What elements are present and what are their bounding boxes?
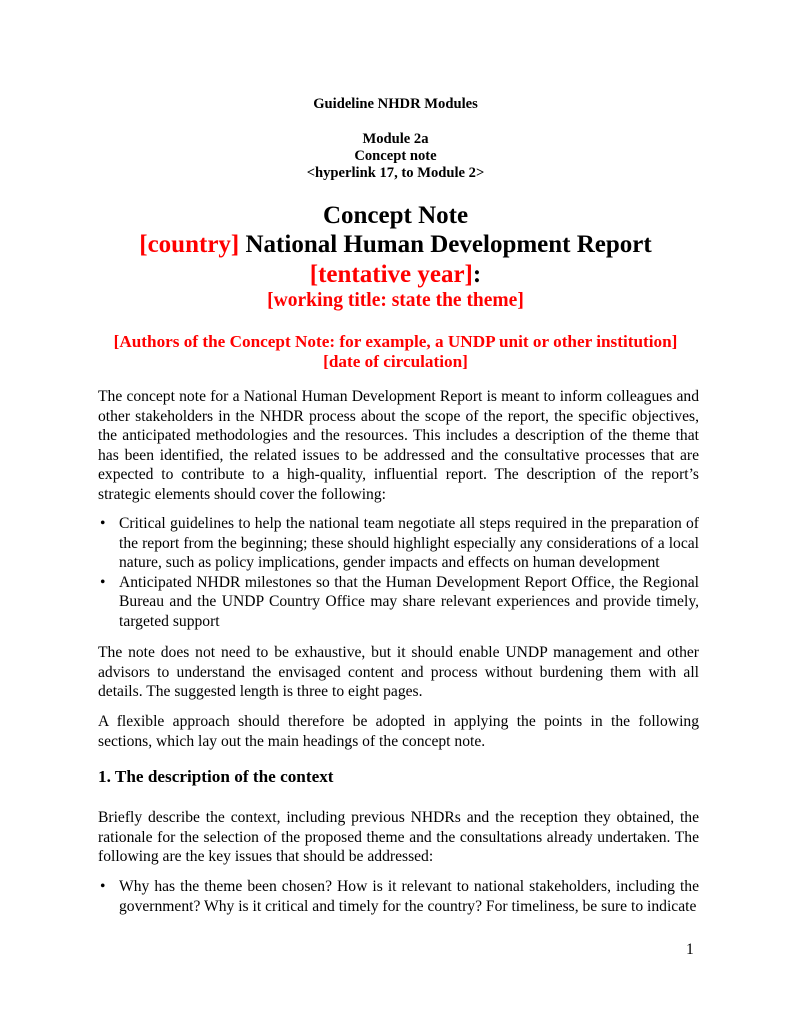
context-paragraph: Briefly describe the context, including previous NHDRs and the reception they obtained, the rationale for the selection of the proposed theme and the consultations already undertaken. The following are the key issues that should be addressed:: [98, 809, 699, 866]
scope-paragraph: The note does not need to be exhaustive, but it should enable UNDP management and other advisors to understand the envisaged content and process without burdening them with all details. The suggested length is three to eight pages.: [98, 644, 699, 701]
date-placeholder: [date of circulation]: [323, 352, 468, 371]
bullet-icon: •: [100, 878, 106, 895]
country-placeholder: [country]: [139, 231, 240, 258]
year-placeholder: [tentative year]: [309, 261, 473, 288]
approach-paragraph: A flexible approach should therefore be adopted in applying the points in the following sections, which lay out the main headings of the concept note.: [98, 713, 699, 750]
key-issues-list: [98, 877, 699, 916]
year-suffix: :: [472, 261, 482, 288]
authors-placeholder: [Authors of the Concept Note: for example, a UNDP unit or other institution]: [113, 332, 678, 351]
doc-title: Concept Note: [322, 202, 469, 229]
module-subtitle: Concept note: [354, 148, 437, 164]
guideline-header: Guideline NHDR Modules: [313, 96, 478, 112]
intro-paragraph: The concept note for a National Human Development Report is meant to inform colleagues and other stakeholders in the NHDR process about the scope of the report, the specific objectives, the anticipated methodologies and the resources. This includes a description of the theme that has been identified, the related issues to be addressed and the consultative processes that are expected to contribute to a high-quality, influential report. The description of the report’s strategic elements should cover the following:: [98, 388, 699, 503]
bullet-icon: •: [100, 573, 106, 591]
list-item: • Critical guidelines to help the national team negotiate all steps required in the preparation of the report from the beginning; these should highlight especially any considerations of a local nature, such as policy implications, gender impacts and effects on human development: [100, 515, 699, 572]
module-label: Module 2a: [362, 131, 429, 147]
report-title-line: [0, 231, 791, 259]
list-item: • Why has the theme been chosen? How is it relevant to national stakeholders, including the government? Why is it critical and timely for the country? For timeliness, be sure to indicate: [100, 878, 699, 915]
report-name: National Human Development Report: [239, 231, 652, 258]
list-item: • Anticipated NHDR milestones so that the Human Development Report Office, the Regional Bureau and the UNDP Country Office may share relevant experiences and provide timely, targeted support: [100, 573, 699, 630]
page-number: 1: [686, 941, 694, 958]
hyperlink-reference[interactable]: <hyperlink 17, to Module 2>: [306, 165, 485, 181]
section-1-heading: 1. The description of the context: [98, 767, 334, 786]
bullet-icon: •: [100, 515, 106, 532]
strategic-elements-list: [98, 514, 699, 632]
year-line: [0, 261, 791, 289]
working-title-placeholder: [working title: state the theme]: [267, 290, 524, 311]
